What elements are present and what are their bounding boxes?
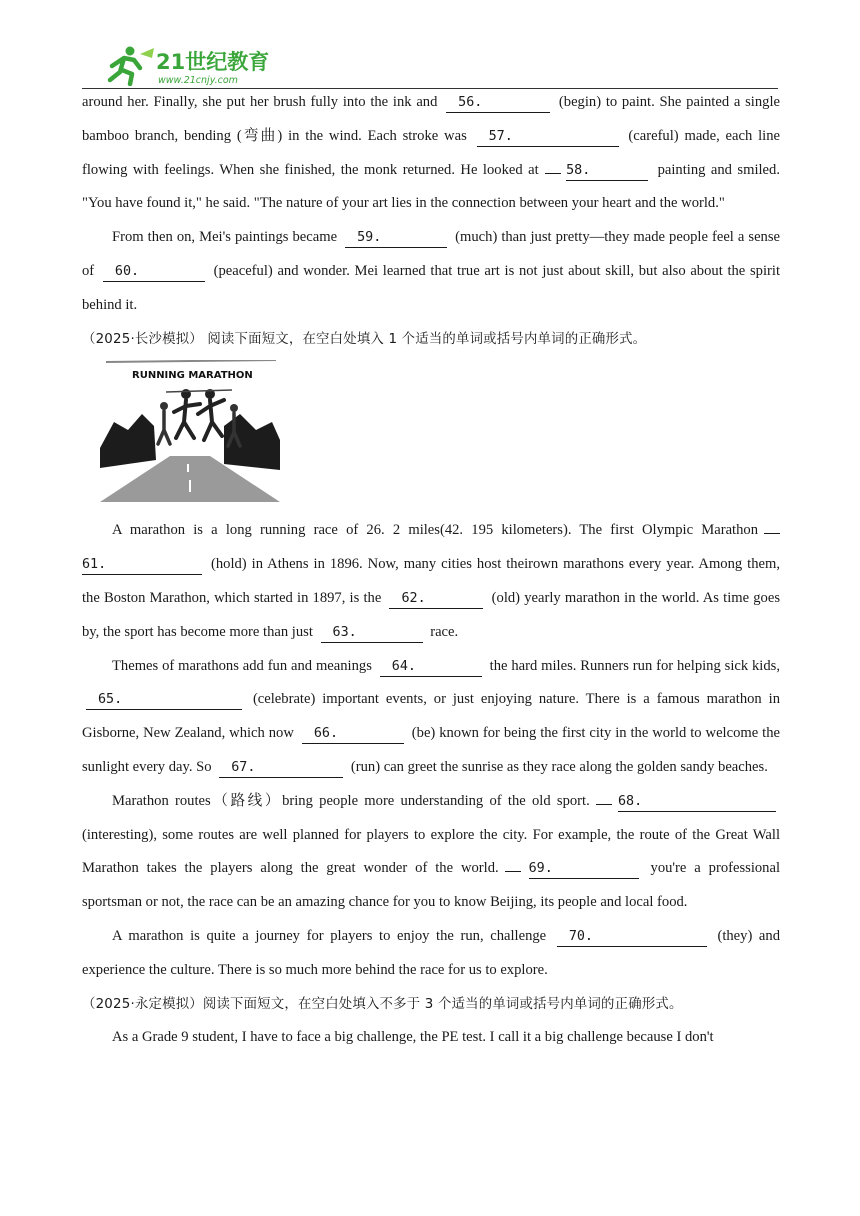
section2-paragraph4: A marathon is quite a journey for players to enjoy the run, challenge 70. (they) and experience the culture. There is so much more behind the race for us to explore. <box>82 927 781 978</box>
section2-paragraph2: Themes of marathons add fun and meanings 64. the hard miles. Runners run for helping sick kids, 65. (celebrate) important events, or just enjoying nature. There is a famous marathon in Gisborne, New Zealand, which now 66. (be) known for being the first city in the world to welcome the sunlight every day. So 67. (run) can greet the sunrise as they race along the golden sandy beaches. <box>82 650 780 785</box>
marathon-image-container <box>82 356 780 514</box>
svg-text:21世纪教育: 21世纪教育 <box>156 50 270 74</box>
blank-57[interactable]: 57. <box>477 128 619 147</box>
section2-paragraph3: Marathon routes（路线）bring people more understanding of the old sport. 68. (interesting), some routes are well planned for players to explore the city. For example, the route of the Great Wall Marathon takes the players along the great wonder of the world. 69. you're a professional sportsman or not, the race can be an amazing chance for you to know Beijing, its people and local food. <box>82 792 781 911</box>
svg-text:www.21cnjy.com: www.21cnjy.com <box>158 75 238 86</box>
passage1-paragraph2: From then on, Mei's paintings became 59. (much) than just pretty—they made people feel a sense of 60. (peaceful) and wonder. Mei learned that true art is not just about skill, but also about the spirit behind it. <box>82 229 781 313</box>
blank-67[interactable]: 67. <box>219 759 343 778</box>
blank-64[interactable]: 64. <box>380 658 482 677</box>
page-header <box>82 38 778 89</box>
blank-63[interactable]: 63. <box>321 624 423 643</box>
marathon-image <box>100 360 280 502</box>
blank-68[interactable]: 68. <box>618 793 776 812</box>
blank-69[interactable]: 69. <box>529 860 639 879</box>
passage1-paragraph1: around her. Finally, she put her brush fully into the ink and 56. (begin) to paint. She painted a single bamboo branch, bending (弯曲) in the wind. Each stroke was 57. (careful) made, each line flowing with feelings. When she finished, the monk returned. He looked at 58. painting and smiled. "You have found it," he said. "The nature of your art lies in the connection between your heart and the world." <box>82 94 780 212</box>
blank-60[interactable]: 60. <box>103 263 205 282</box>
section3-heading: （2025·永定模拟）阅读下面短文，在空白处填入不多于 3 个适当的单词或括号内单词的正确形式。 <box>82 996 683 1012</box>
blank-62[interactable]: 62. <box>389 590 483 609</box>
blank-69-start <box>505 859 521 872</box>
runner-icon <box>110 47 154 85</box>
section2-paragraph1: A marathon is a long running race of 26. 2 miles(42. 195 kilometers). The first Olympic Marathon 61. (hold) in Athens in 1896. Now, many cities host theirown marathons every year. Among them, the Boston Marathon, which started in 1897, is the 62. (old) yearly marathon in the world. As time goes by, the sport has become more than just 63. race. <box>82 514 780 649</box>
document-body <box>82 86 780 1055</box>
blank-58-start <box>545 161 561 174</box>
blank-70[interactable]: 70. <box>557 928 707 947</box>
section3-paragraph1: As a Grade 9 student, I have to face a big challenge, the PE test. I call it a big challenge because I don't <box>112 1029 714 1046</box>
blank-61-start <box>764 521 780 534</box>
blank-68-start <box>596 792 612 805</box>
blank-66[interactable]: 66. <box>302 725 404 744</box>
blank-59[interactable]: 59. <box>345 229 447 248</box>
section2-heading: （2025·长沙模拟） 阅读下面短文，在空白处填入 1 个适当的单词或括号内单词的正确形式。 <box>82 331 647 347</box>
blank-56[interactable]: 56. <box>446 94 550 113</box>
blank-65[interactable]: 65. <box>86 691 242 710</box>
logo-21cnjy <box>100 42 270 86</box>
svg-text:RUNNING MARATHON: RUNNING MARATHON <box>132 370 253 382</box>
blank-58[interactable]: 58. <box>566 162 648 181</box>
blank-61[interactable]: 61. <box>82 556 202 575</box>
